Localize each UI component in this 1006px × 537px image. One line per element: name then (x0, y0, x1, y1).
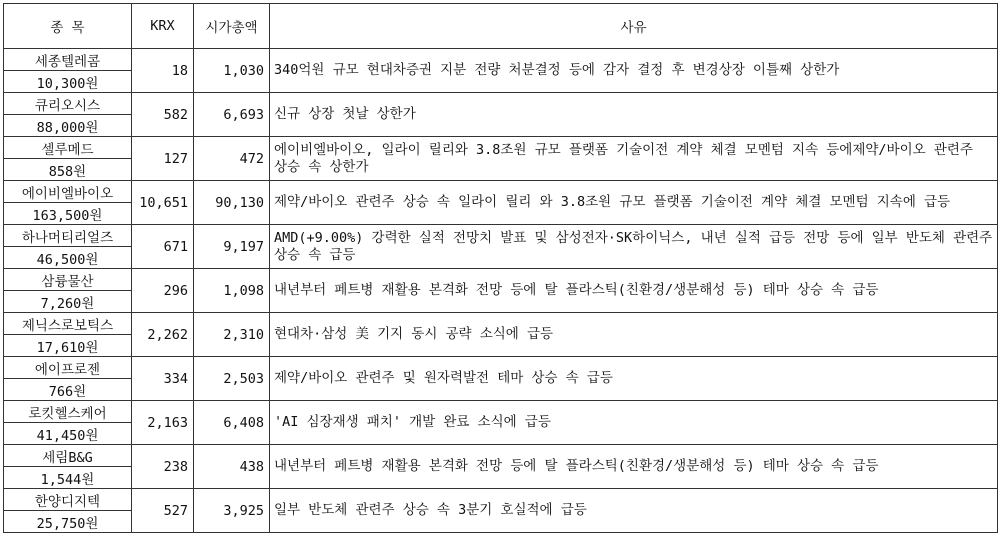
table-row (4, 49, 998, 71)
krx-value: 296 (132, 269, 194, 313)
krx-value: 18 (132, 49, 194, 93)
krx-value: 238 (132, 445, 194, 489)
stock-price: 17,610원 (4, 335, 132, 357)
reason-text: 제약/바이오 관련주 상승 속 일라이 릴리 와 3.8조원 규모 플랫폼 기술이전 계약 체결 모멘텀 지속에 급등 (270, 181, 998, 225)
stock-name: 삼륭물산 (4, 269, 132, 291)
krx-value: 127 (132, 137, 194, 181)
market-cap-value: 6,693 (194, 93, 270, 137)
market-cap-value: 6,408 (194, 401, 270, 445)
stock-name: 에이비엘바이오 (4, 181, 132, 203)
table-row (4, 313, 998, 335)
table-row (4, 137, 998, 159)
header-reason: 사유 (270, 4, 998, 49)
table-row (4, 181, 998, 203)
krx-value: 527 (132, 489, 194, 533)
stock-price: 163,500원 (4, 203, 132, 225)
table-body (4, 49, 998, 533)
stock-name: 큐리오시스 (4, 93, 132, 115)
stock-price: 25,750원 (4, 511, 132, 533)
table-row (4, 357, 998, 379)
stock-name: 세림B&G (4, 445, 132, 467)
stock-price: 88,000원 (4, 115, 132, 137)
stock-table (3, 3, 998, 533)
krx-value: 10,651 (132, 181, 194, 225)
reason-text: 일부 반도체 관련주 상승 속 3분기 호실적에 급등 (270, 489, 998, 533)
krx-value: 2,262 (132, 313, 194, 357)
stock-name: 하나머티리얼즈 (4, 225, 132, 247)
stock-name: 세종텔레콤 (4, 49, 132, 71)
krx-value: 334 (132, 357, 194, 401)
krx-value: 2,163 (132, 401, 194, 445)
krx-value: 671 (132, 225, 194, 269)
reason-text: 현대차·삼성 美 기지 동시 공략 소식에 급등 (270, 313, 998, 357)
stock-name: 한양디지텍 (4, 489, 132, 511)
market-cap-value: 3,925 (194, 489, 270, 533)
market-cap-value: 438 (194, 445, 270, 489)
stock-name: 에이프로젠 (4, 357, 132, 379)
market-cap-value: 1,098 (194, 269, 270, 313)
reason-text: 내년부터 페트병 재활용 본격화 전망 등에 탈 플라스틱(친환경/생분해성 등) 테마 상승 속 급등 (270, 445, 998, 489)
stock-price: 46,500원 (4, 247, 132, 269)
reason-text: 제약/바이오 관련주 및 원자력발전 테마 상승 속 급등 (270, 357, 998, 401)
stock-price: 7,260원 (4, 291, 132, 313)
stock-name: 셀루메드 (4, 137, 132, 159)
header-row (4, 4, 998, 49)
reason-text: 내년부터 페트병 재활용 본격화 전망 등에 탈 플라스틱(친환경/생분해성 등) 테마 상승 속 급등 (270, 269, 998, 313)
table-row (4, 401, 998, 423)
table-row (4, 489, 998, 511)
market-cap-value: 2,503 (194, 357, 270, 401)
stock-price: 766원 (4, 379, 132, 401)
reason-text: AMD(+9.00%) 강력한 실적 전망치 발표 및 삼성전자·SK하이닉스, 내년 실적 급등 전망 등에 일부 반도체 관련주 상승 속 급등 (270, 225, 998, 269)
stock-name: 로킷헬스케어 (4, 401, 132, 423)
market-cap-value: 9,197 (194, 225, 270, 269)
krx-value: 582 (132, 93, 194, 137)
market-cap-value: 2,310 (194, 313, 270, 357)
market-cap-value: 472 (194, 137, 270, 181)
reason-text: 신규 상장 첫날 상한가 (270, 93, 998, 137)
stock-price: 10,300원 (4, 71, 132, 93)
reason-text: 'AI 심장재생 패치' 개발 완료 소식에 급등 (270, 401, 998, 445)
table-row (4, 269, 998, 291)
table-row (4, 445, 998, 467)
stock-name: 제닉스로보틱스 (4, 313, 132, 335)
stock-price: 858원 (4, 159, 132, 181)
stock-price: 41,450원 (4, 423, 132, 445)
table-row (4, 225, 998, 247)
market-cap-value: 90,130 (194, 181, 270, 225)
market-cap-value: 1,030 (194, 49, 270, 93)
header-stock: 종 목 (4, 4, 132, 49)
table-row (4, 93, 998, 115)
header-krx: KRX (132, 4, 194, 49)
reason-text: 에이비엘바이오, 일라이 릴리와 3.8조원 규모 플랫폼 기술이전 계약 체결 모멘텀 지속 등에제약/바이오 관련주 상승 속 상한가 (270, 137, 998, 181)
header-market-cap: 시가총액 (194, 4, 270, 49)
reason-text: 340억원 규모 현대차증권 지분 전량 처분결정 등에 감자 결정 후 변경상장 이틀째 상한가 (270, 49, 998, 93)
stock-price: 1,544원 (4, 467, 132, 489)
